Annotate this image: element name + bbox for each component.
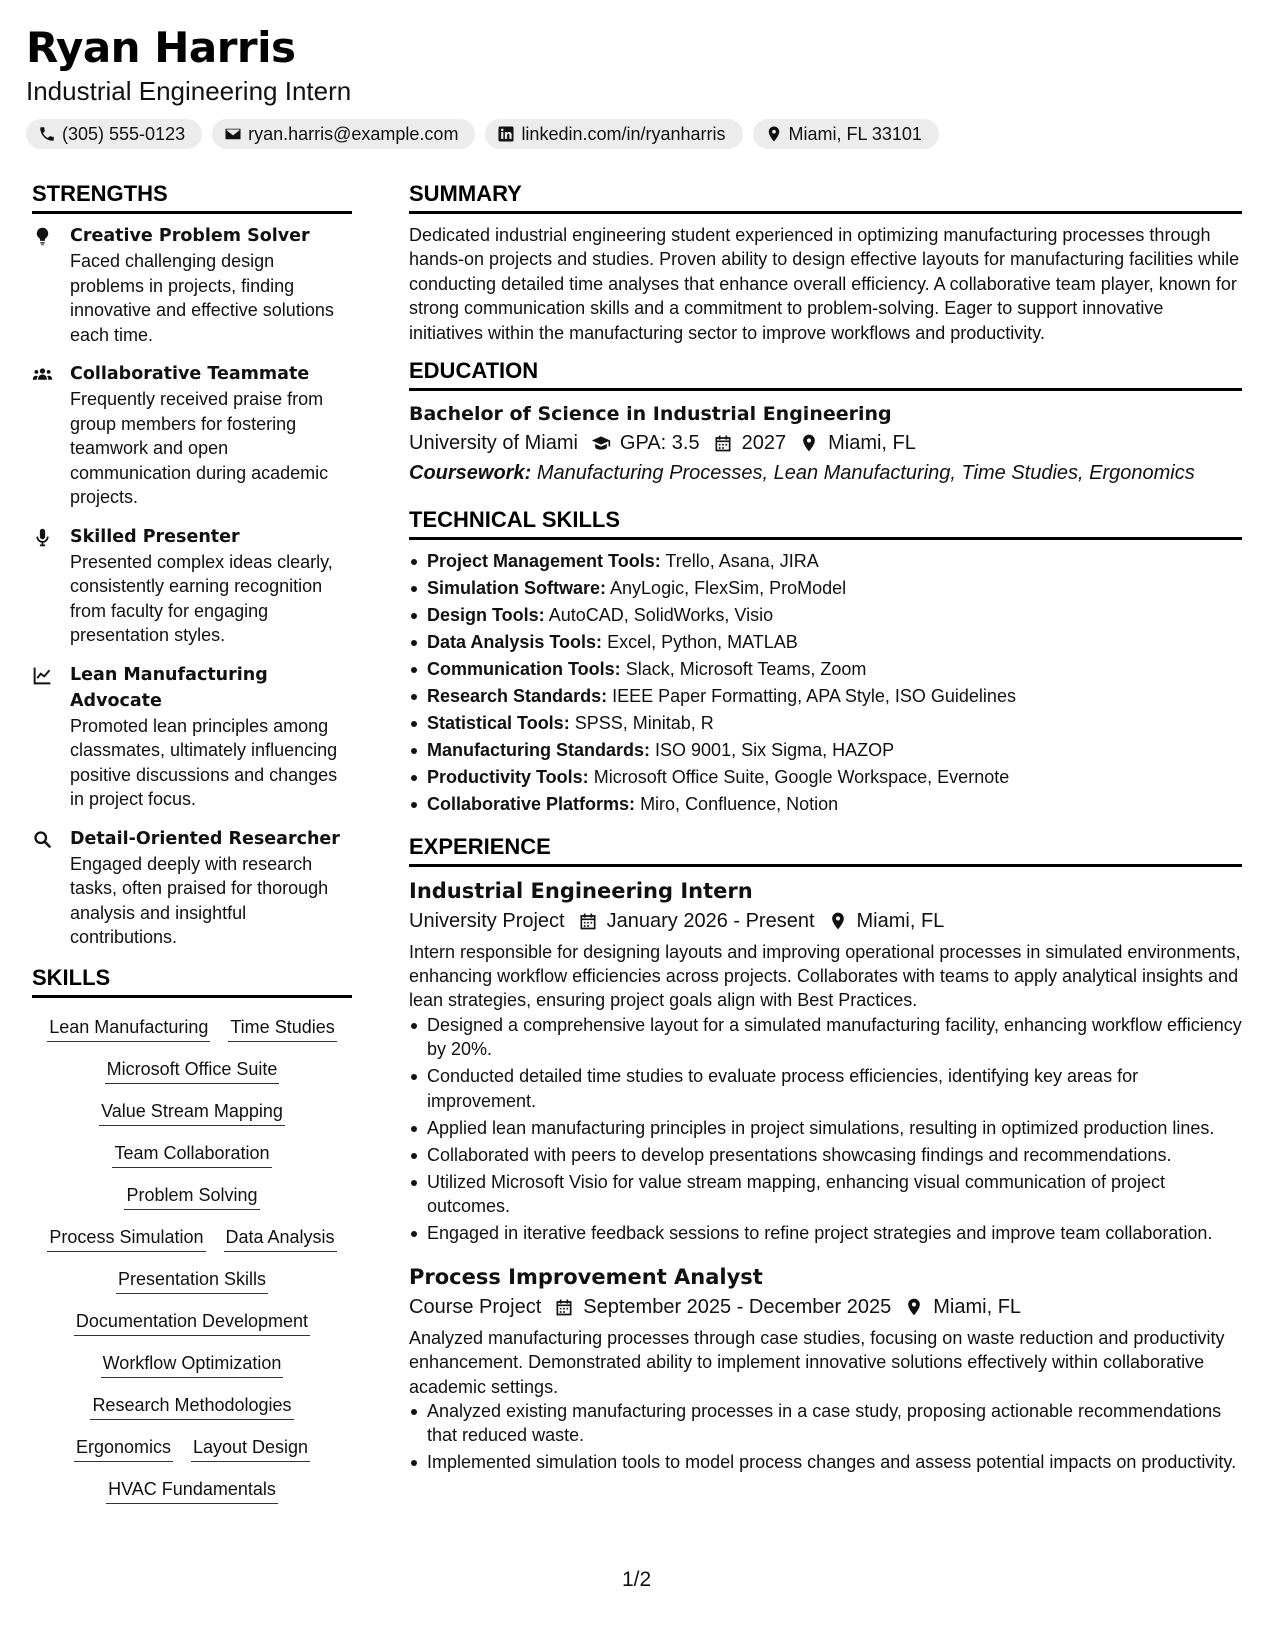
strengths-heading: STRENGTHS xyxy=(32,180,352,214)
page-number: 1/2 xyxy=(622,1568,652,1591)
strength-item xyxy=(32,361,352,510)
summary-text: Dedicated industrial engineering student experienced in optimizing manufacturing processes through hands-on projects and studies. Proven ability to design effective layouts for manufacturing facilities while conducting detailed time analyses that enhance overall efficiency. A collaborative team player, known for strong communication skills and a commitment to problem-solving. Eager to support innovative initiatives within the manufacturing sector to improve workflows and productivity. xyxy=(409,225,1240,343)
skill-tag: Microsoft Office Suite xyxy=(105,1057,280,1084)
strength-description: Faced challenging design problems in projects, finding innovative and effective solutions each time. xyxy=(70,251,334,345)
list-item: Designed a comprehensive layout for a simulated manufacturing facility, enhancing workflow efficiency by 20%. xyxy=(409,1013,1242,1062)
users-icon xyxy=(32,364,53,385)
list-item: Design Tools: AutoCAD, SolidWorks, Visio xyxy=(409,603,1242,628)
strength-title: Detail-Oriented Researcher xyxy=(70,828,340,849)
location-pin-icon xyxy=(799,433,819,453)
summary-heading: SUMMARY xyxy=(409,180,1242,214)
list-item: Collaborated with peers to develop presentations showcasing findings and recommendations. xyxy=(409,1143,1242,1168)
strength-description: Presented complex ideas clearly, consistently earning recognition from faculty for engaging presentation styles. xyxy=(70,551,333,645)
strength-description: Frequently received praise from group members for fostering teamwork and open communication during academic projects. xyxy=(70,389,329,507)
job-org: University Project xyxy=(409,909,565,932)
list-item: Project Management Tools: Trello, Asana, JIRA xyxy=(409,549,1242,574)
job-title: Industrial Engineering Intern xyxy=(409,878,753,903)
list-item: Collaborative Platforms: Miro, Confluence, Notion xyxy=(409,792,1242,817)
right-column xyxy=(409,180,1242,1491)
skill-tag: Team Collaboration xyxy=(112,1141,271,1168)
phone-icon xyxy=(38,125,56,143)
skill-tag: Research Methodologies xyxy=(90,1393,293,1420)
job-location: Miami, FL xyxy=(856,909,945,932)
school-name: University of Miami xyxy=(409,432,578,455)
job-description: Intern responsible for designing layouts and improving operational processes in simulated environments, enhancing workflow efficiencies across projects. Collaborates with teams to apply analytical insights and lean strategies, ensuring project goals align with Best Practices. xyxy=(409,941,1241,1011)
contact-location-text: Miami, FL 33101 xyxy=(788,123,922,144)
skill-tag: Process Simulation xyxy=(47,1225,205,1252)
skill-tag: Ergonomics xyxy=(74,1435,173,1462)
coursework-label: Coursework: xyxy=(409,462,532,485)
strength-item xyxy=(32,826,352,950)
calendar-icon xyxy=(554,1297,574,1317)
skill-tag: Workflow Optimization xyxy=(101,1351,284,1378)
contact-email-text: ryan.harris@example.com xyxy=(248,123,459,144)
list-item: Implemented simulation tools to model process changes and assess potential impacts on productivity. xyxy=(409,1450,1242,1475)
strength-item xyxy=(32,662,352,812)
education-meta xyxy=(409,428,1242,458)
job-dates: September 2025 - December 2025 xyxy=(583,1295,892,1318)
resume-header xyxy=(26,22,1256,149)
technical-skills-heading: TECHNICAL SKILLS xyxy=(409,506,1242,540)
left-column xyxy=(32,180,352,1519)
list-item: Data Analysis Tools: Excel, Python, MATLAB xyxy=(409,630,1242,655)
strength-title: Collaborative Teammate xyxy=(70,364,310,384)
skill-tag: HVAC Fundamentals xyxy=(106,1477,278,1504)
search-icon xyxy=(32,829,53,850)
skill-tag: Time Studies xyxy=(228,1015,336,1042)
list-item: Applied lean manufacturing principles in project simulations, resulting in optimized production lines. xyxy=(409,1116,1242,1141)
skills-list xyxy=(32,1007,352,1504)
degree-title: Bachelor of Science in Industrial Engineering xyxy=(409,403,892,426)
list-item: Research Standards: IEEE Paper Formatting, APA Style, ISO Guidelines xyxy=(409,684,1242,709)
list-item: Productivity Tools: Microsoft Office Suite, Google Workspace, Evernote xyxy=(409,765,1242,790)
job-bullets xyxy=(409,1013,1242,1246)
skill-tag: Layout Design xyxy=(191,1435,310,1462)
graduation-year: 2027 xyxy=(741,432,787,455)
experience-entry xyxy=(409,1262,1242,1475)
line-chart-icon xyxy=(32,665,53,686)
strength-item xyxy=(32,223,352,347)
job-meta xyxy=(409,1292,1242,1322)
coursework xyxy=(409,458,1242,488)
job-meta xyxy=(409,906,1242,936)
contact-bar xyxy=(26,119,1256,149)
job-description: Analyzed manufacturing processes through case studies, focusing on waste reduction and productivity enhancement. Demonstrated ability to implement innovative solutions effectively within collaborative academic settings. xyxy=(409,1327,1225,1397)
envelope-icon xyxy=(224,125,242,143)
microphone-icon xyxy=(32,527,53,548)
contact-phone[interactable] xyxy=(26,119,202,149)
list-item: Manufacturing Standards: ISO 9001, Six Sigma, HAZOP xyxy=(409,738,1242,763)
list-item: Engaged in iterative feedback sessions to refine project strategies and improve team collaboration. xyxy=(409,1221,1242,1246)
list-item: Utilized Microsoft Visio for value stream mapping, enhancing visual communication of project outcomes. xyxy=(409,1170,1242,1219)
education-heading: EDUCATION xyxy=(409,357,1242,391)
skill-tag: Documentation Development xyxy=(74,1309,310,1336)
skill-tag: Data Analysis xyxy=(224,1225,337,1252)
list-item: Communication Tools: Slack, Microsoft Teams, Zoom xyxy=(409,657,1242,682)
list-item: Conducted detailed time studies to evaluate process efficiencies, identifying key areas for improvement. xyxy=(409,1064,1242,1113)
contact-linkedin-text: linkedin.com/in/ryanharris xyxy=(521,123,726,144)
technical-skills-list xyxy=(409,549,1242,817)
coursework-list: Manufacturing Processes, Lean Manufacturing, Time Studies, Ergonomics xyxy=(536,462,1195,485)
location-pin-icon xyxy=(765,125,783,143)
strength-description: Promoted lean principles among classmates, ultimately influencing positive discussions and changes in project focus. xyxy=(70,715,338,809)
experience-heading: EXPERIENCE xyxy=(409,833,1242,867)
list-item: Simulation Software: AnyLogic, FlexSim, ProModel xyxy=(409,576,1242,601)
contact-email[interactable] xyxy=(212,119,475,149)
contact-location xyxy=(753,119,939,149)
skill-tag: Problem Solving xyxy=(124,1183,259,1210)
list-item: Analyzed existing manufacturing processes in a case study, proposing actionable recommendations that reduced waste. xyxy=(409,1399,1242,1448)
skill-tag: Lean Manufacturing xyxy=(47,1015,210,1042)
job-dates: January 2026 - Present xyxy=(606,909,815,932)
education-location: Miami, FL xyxy=(828,432,916,455)
lightbulb-icon xyxy=(32,226,53,247)
job-bullets xyxy=(409,1399,1242,1475)
linkedin-icon xyxy=(497,125,515,143)
calendar-icon xyxy=(713,433,733,453)
skills-heading: SKILLS xyxy=(32,964,352,998)
skill-tag: Presentation Skills xyxy=(116,1267,268,1294)
location-pin-icon xyxy=(828,911,848,931)
candidate-name: Ryan Harris xyxy=(26,23,296,72)
strength-description: Engaged deeply with research tasks, often praised for thorough analysis and insightful contributions. xyxy=(70,853,329,947)
job-org: Course Project xyxy=(409,1295,542,1318)
gpa-value: GPA: 3.5 xyxy=(619,432,700,455)
location-pin-icon xyxy=(904,1297,924,1317)
strength-title: Lean Manufacturing Advocate xyxy=(70,664,268,711)
strength-item xyxy=(32,524,352,648)
contact-phone-text: (305) 555-0123 xyxy=(62,123,186,144)
list-item: Statistical Tools: SPSS, Minitab, R xyxy=(409,711,1242,736)
strength-title: Creative Problem Solver xyxy=(70,226,310,246)
job-title: Process Improvement Analyst xyxy=(409,1264,763,1289)
graduation-cap-icon xyxy=(591,433,611,453)
skill-tag: Value Stream Mapping xyxy=(99,1099,285,1126)
strength-title: Skilled Presenter xyxy=(70,526,240,547)
candidate-role: Industrial Engineering Intern xyxy=(26,76,352,106)
contact-linkedin[interactable] xyxy=(485,119,742,149)
job-location: Miami, FL xyxy=(933,1295,1022,1318)
experience-entry xyxy=(409,876,1242,1246)
calendar-icon xyxy=(578,911,598,931)
